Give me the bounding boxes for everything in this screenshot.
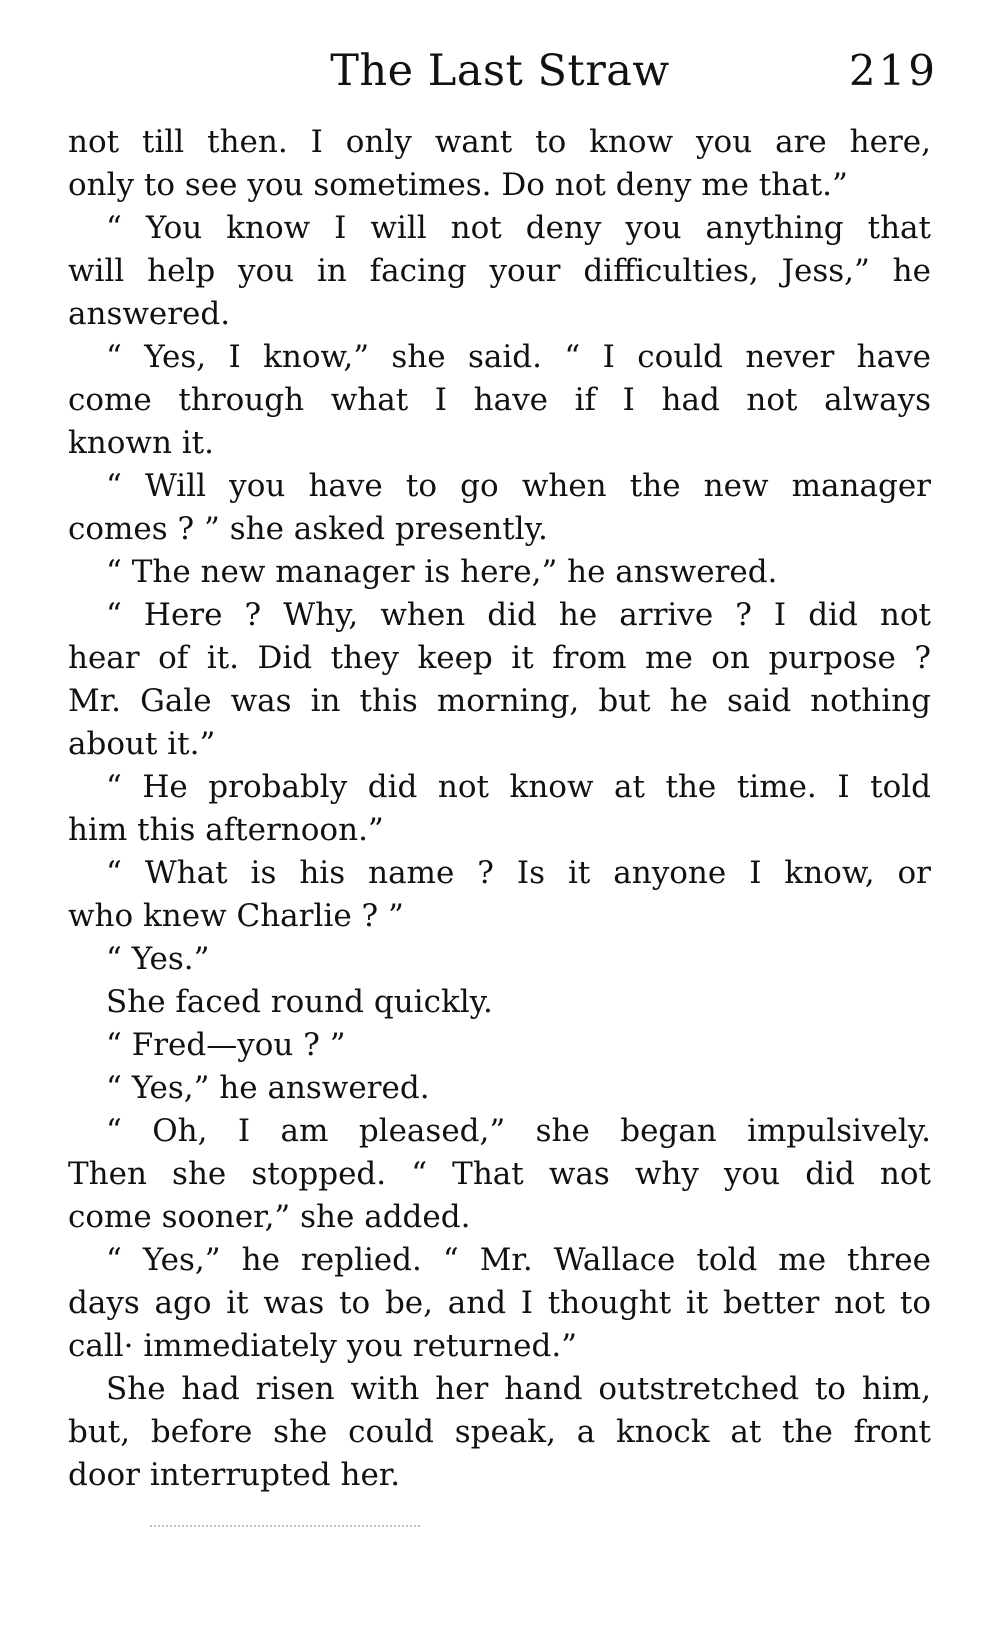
text-line: come through what I have if I had not always (68, 382, 931, 418)
text-line: She faced round quickly. (106, 984, 493, 1020)
text-line: “ Will you have to go when the new manager (106, 468, 931, 504)
text-line: “ Yes.” (106, 941, 210, 977)
text-line: “ Fred—you ? ” (106, 1027, 346, 1063)
text-line: “ He probably did not know at the time. I told (106, 769, 931, 805)
page-number: 219 (848, 46, 938, 95)
text-line: only to see you sometimes. Do not deny me that.” (68, 167, 848, 203)
body-text (68, 121, 931, 1497)
text-line: days ago it was to be, and I thought it better not to (68, 1285, 931, 1321)
text-line: him this afternoon.” (68, 812, 384, 848)
text-line: “ Yes, I know,” she said. “ I could never have (106, 339, 931, 375)
text-line: hear of it. Did they keep it from me on purpose ? (68, 640, 931, 676)
text-line: known it. (68, 425, 214, 461)
text-line: who knew Charlie ? ” (68, 898, 404, 934)
running-head (0, 36, 1000, 106)
text-line: come sooner,” she added. (68, 1199, 471, 1235)
text-line: Then she stopped. “ That was why you did not (68, 1156, 931, 1192)
text-line: will help you in facing your difficulties, Jess,” he (68, 253, 931, 289)
text-line: “ Yes,” he answered. (106, 1070, 430, 1106)
text-line: She had risen with her hand outstretched to him, (106, 1371, 931, 1407)
text-line: “ Yes,” he replied. “ Mr. Wallace told me three (106, 1242, 931, 1278)
text-line: “ You know I will not deny you anything that (106, 210, 931, 246)
running-title: The Last Straw (330, 46, 670, 96)
text-line: Mr. Gale was in this morning, but he said nothing (68, 683, 931, 719)
text-line: door interrupted her. (68, 1457, 401, 1493)
text-line: but, before she could speak, a knock at the front (68, 1414, 931, 1450)
text-line: comes ? ” she asked presently. (68, 511, 548, 547)
text-line: answered. (68, 296, 231, 332)
text-line: “ What is his name ? Is it anyone I know, or (106, 855, 931, 891)
text-line: not till then. I only want to know you are here, (68, 124, 931, 160)
text-line: call· immediately you returned.” (68, 1328, 578, 1364)
print-artifact (150, 1525, 420, 1533)
text-line: “ Here ? Why, when did he arrive ? I did not (106, 597, 931, 633)
text-line: “ The new manager is here,” he answered. (106, 554, 778, 590)
text-line: about it.” (68, 726, 216, 762)
text-line: “ Oh, I am pleased,” she began impulsively. (106, 1113, 931, 1149)
